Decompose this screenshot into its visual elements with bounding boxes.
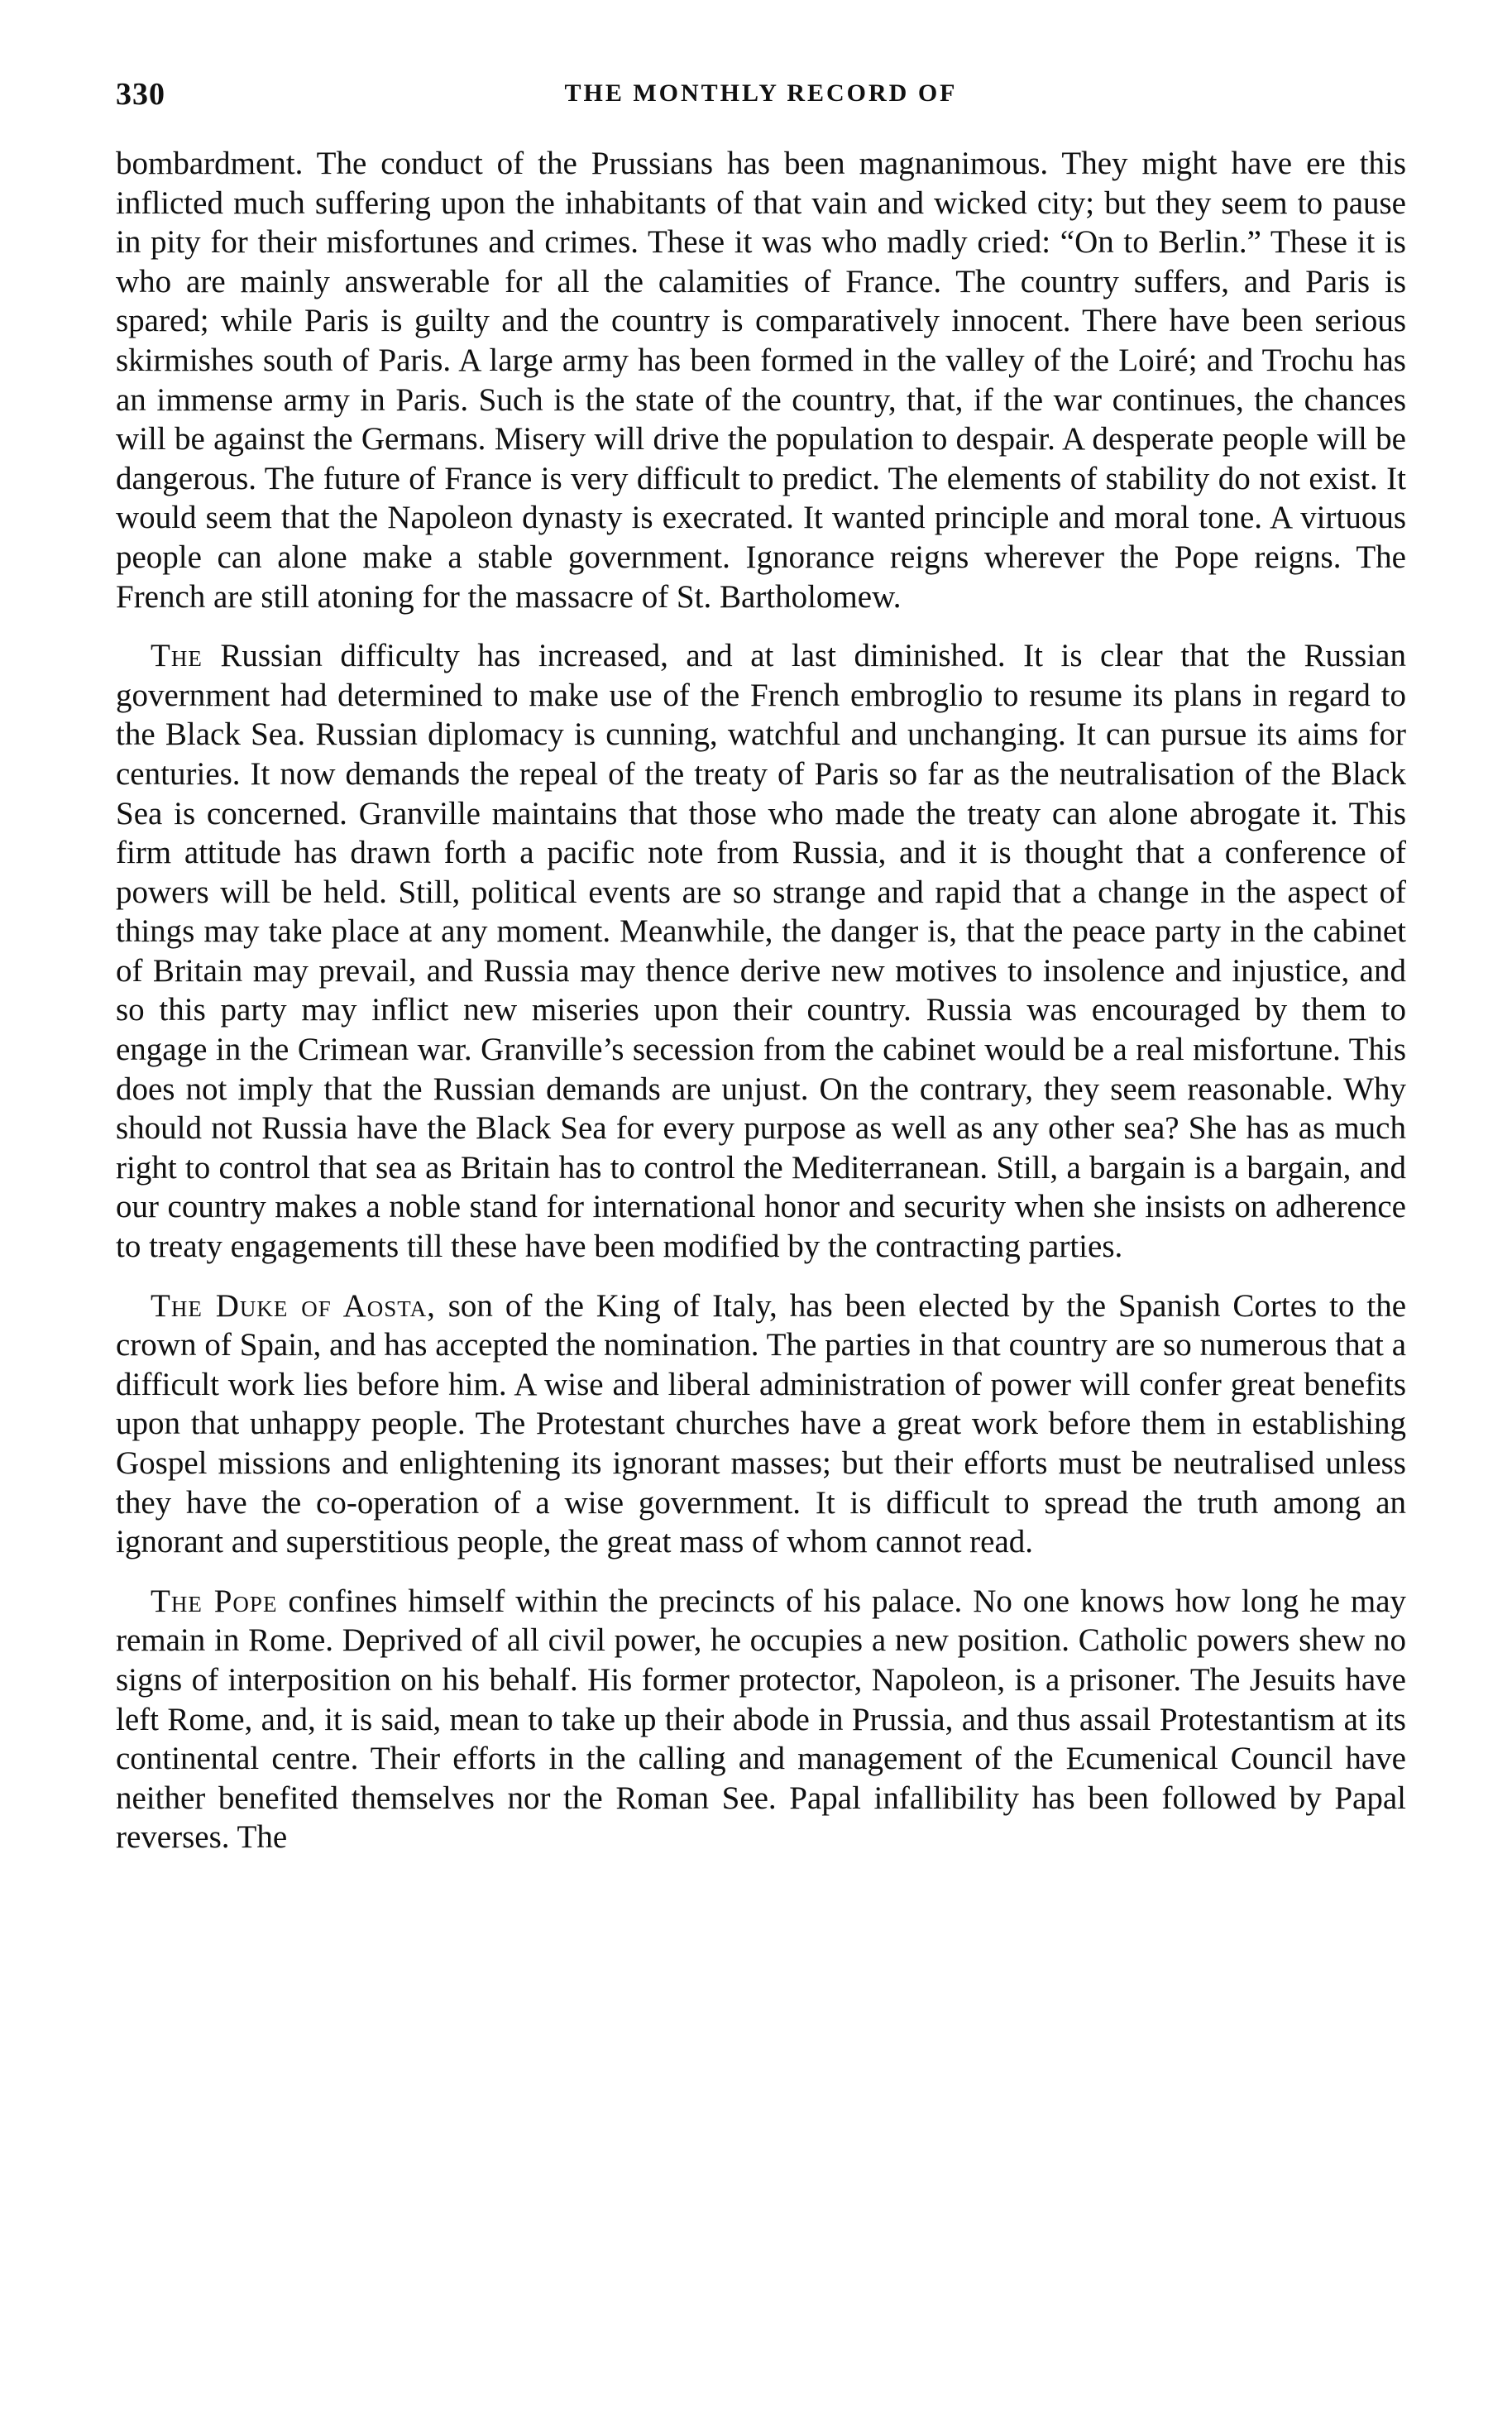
running-title: THE MONTHLY RECORD OF xyxy=(564,79,958,107)
paragraph-text: bombardment. The conduct of the Prussians has been magnanimous. They might have ere this inflicted much suffering upon the inhabitants of that vain and wicked city; but they seem to pause in pity for their misfortunes and crimes. These it was who madly cried: “On to Berlin.” These it is who are mainly answerable for all the calamities of France. The country suffers, and Paris is spared; while Paris is guilty and the country is comparatively innocent. There have been serious skirmishes south of Paris. A large army has been formed in the valley of the Loiré; and Trochu has an immense army in Paris. Such is the state of the country, that, if the war continues, the chances will be against the Germans. Misery will drive the population to despair. A desperate people will be dangerous. The future of France is very difficult to predict. The elements of stability do not exist. It would seem that the Napoleon dynasty is execrated. It wanted principle and moral tone. A virtuous people can alone make a stable government. Ignorance reigns wherever the Pope reigns. The French are still atoning for the massacre of St. Bartholomew. xyxy=(116,146,1406,615)
paragraph-text: confines himself within the precincts of his palace. No one knows how long he may remain in Rome. Deprived of all civil power, he occupies a new position. Catholic powers shew no signs of interposition on his behalf. His former protector, Napoleon, is a prisoner. The Jesuits have left Rome, and, it is said, mean to take up their abode in Prussia, and thus assail Protestantism at its continental centre. Their efforts in the calling and management of the Ecumenical Council have neither benefited themselves nor the Roman See. Papal infallibility has been followed by Papal reverses. The xyxy=(116,1583,1407,1856)
running-head xyxy=(116,76,1406,122)
paragraph-text: Russian difficulty has increased, and at last diminished. It is clear that the Russian government had determined to make use of the French embroglio to resume its plans in regard to the Black Sea. Russian diplomacy is cunning, watchful and unchanging. It can pursue its aims for centuries. It now demands the repeal of the treaty of Paris so far as the neutralisation of the Black Sea is concerned. Granville maintains that those who made the treaty can alone abrogate it. This firm attitude has drawn forth a pacific note from Russia, and it is thought that a conference of powers will be held. Still, political events are so strange and rapid that a change in the aspect of things may take place at any moment. Meanwhile, the danger is, that the peace party in the cabinet of Britain may prevail, and Russia may thence derive new motives to insolence and injustice, and so this party may inflict new miseries upon their country. Russia was encouraged by them to engage in the Crimean war. Granville’s secession from the cabinet would be a real misfortune. This does not imply that the Russian demands are unjust. On the contrary, they seem reasonable. Why should not Russia have the Black Sea for every purpose as well as any other sea? She has as much right to control that sea as Britain has to control the Mediterranean. Still, a bargain is a bargain, and our country makes a noble stand for international honor and security when she insists on adherence to treaty engagements till these have been modified by the contracting parties. xyxy=(116,638,1406,1265)
paragraph-pope xyxy=(116,1582,1406,1857)
book-page xyxy=(116,76,1406,1857)
paragraph-lead: The xyxy=(151,638,203,674)
paragraph-lead: The Pope xyxy=(151,1583,278,1619)
article-body xyxy=(116,144,1406,1857)
paragraph-france xyxy=(116,144,1406,616)
paragraph-russia xyxy=(116,636,1406,1267)
paragraph-text: son of the King of Italy, has been elected by the Spanish Cortes to the crown of Spain, and has accepted the nomination. The parties in that country are so numerous that a difficult work lies before him. A wise and liberal administration of power will confer great benefits upon that unhappy people. The Protestant churches have a great work before them in establishing Gospel missions and enlightening its ignorant masses; but their efforts must be neutralised unless they have the co-operation of a wise government. It is difficult to spread the truth among an ignorant and superstitious people, the great mass of whom cannot read. xyxy=(116,1287,1407,1560)
paragraph-lead: The Duke of Aosta, xyxy=(151,1287,436,1324)
page-number: 330 xyxy=(116,77,165,112)
paragraph-spain xyxy=(116,1286,1406,1562)
